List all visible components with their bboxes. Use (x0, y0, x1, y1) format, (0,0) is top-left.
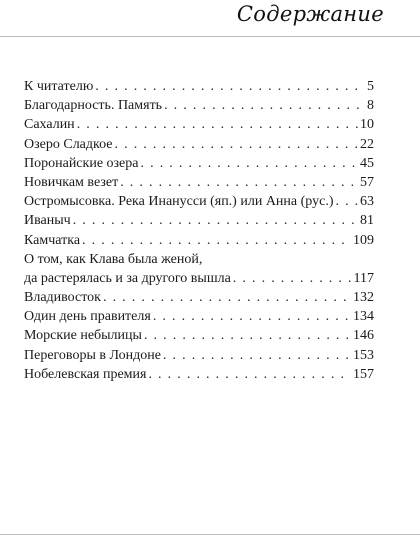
toc-entry-title: Владивосток (24, 290, 101, 306)
leader-dots (144, 326, 351, 345)
leader-dots (335, 192, 358, 211)
toc-entry-title: Иваныч (24, 213, 71, 229)
toc-entry (24, 96, 374, 115)
toc-entry-title: Камчатка (24, 232, 81, 248)
toc-entry (24, 211, 374, 230)
toc-entry-page: 8 (367, 98, 374, 114)
leader-dots (95, 77, 365, 96)
toc-entry-page: 109 (353, 232, 374, 248)
toc-entry-title: Переговоры в Лондоне (24, 347, 161, 363)
toc-entry-title: Сахалин (24, 117, 75, 133)
top-rule (0, 36, 420, 37)
toc-entry (24, 288, 374, 307)
toc-entry-page: 45 (360, 155, 374, 171)
toc-entry (24, 115, 374, 134)
leader-dots (82, 231, 351, 250)
toc-entry-title: Один день правителя (24, 309, 151, 325)
leader-dots (73, 211, 358, 230)
toc-entry-page: 63 (360, 194, 374, 210)
toc-entry-page: 134 (353, 309, 374, 325)
toc-entry (24, 77, 374, 96)
toc-entry-page: 132 (353, 290, 374, 306)
toc-entry (24, 154, 374, 173)
toc-entry-page: 153 (353, 347, 374, 363)
leader-dots (103, 288, 351, 307)
toc-entry-page: 146 (353, 328, 374, 344)
leader-dots (148, 365, 351, 384)
toc-entry-page: 10 (360, 117, 374, 133)
toc-entry (24, 135, 374, 154)
toc-entry-title-line1: О том, как Клава была женой, (24, 251, 203, 267)
toc-entry (24, 192, 374, 211)
toc-entry-page: 22 (360, 136, 374, 152)
toc-entry-page: 157 (353, 366, 374, 382)
leader-dots (141, 154, 359, 173)
leader-dots (153, 307, 351, 326)
toc-entry (24, 326, 374, 345)
toc-entry (24, 269, 374, 288)
leader-dots (77, 115, 358, 134)
toc-entry (24, 307, 374, 326)
toc-entry (24, 346, 374, 365)
toc-entry (24, 231, 374, 250)
toc-entry-page: 81 (360, 213, 374, 229)
toc-entry-title: да растерялась и за другого вышла (24, 270, 231, 286)
leader-dots (164, 96, 365, 115)
toc-entry-title: Остромысовка. Река Инанусси (яп.) или Анна (рус.) (24, 194, 334, 210)
leader-dots (163, 346, 351, 365)
toc-entry-title: Нобелевская премия (24, 366, 147, 382)
toc-entry-page: 117 (353, 270, 374, 286)
toc-entry-title: Озеро Сладкое (24, 136, 113, 152)
leader-dots (120, 173, 358, 192)
toc-entry-title: Поронайские озера (24, 155, 139, 171)
toc-entry-title: Новичкам везет (24, 174, 119, 190)
toc-entry (24, 173, 374, 192)
toc-entry-title: К читателю (24, 79, 94, 94)
contents-heading: Содержание (236, 2, 384, 26)
toc-entry-page: 5 (367, 79, 374, 94)
toc-entry-page: 57 (360, 174, 374, 190)
toc-entry-title: Благодарность. Память (24, 98, 163, 114)
leader-dots (115, 135, 359, 154)
bottom-rule (0, 534, 420, 535)
table-of-contents (24, 77, 374, 384)
leader-dots (233, 269, 352, 288)
toc-entry-title: Морские небылицы (24, 328, 142, 344)
toc-entry (24, 365, 374, 384)
